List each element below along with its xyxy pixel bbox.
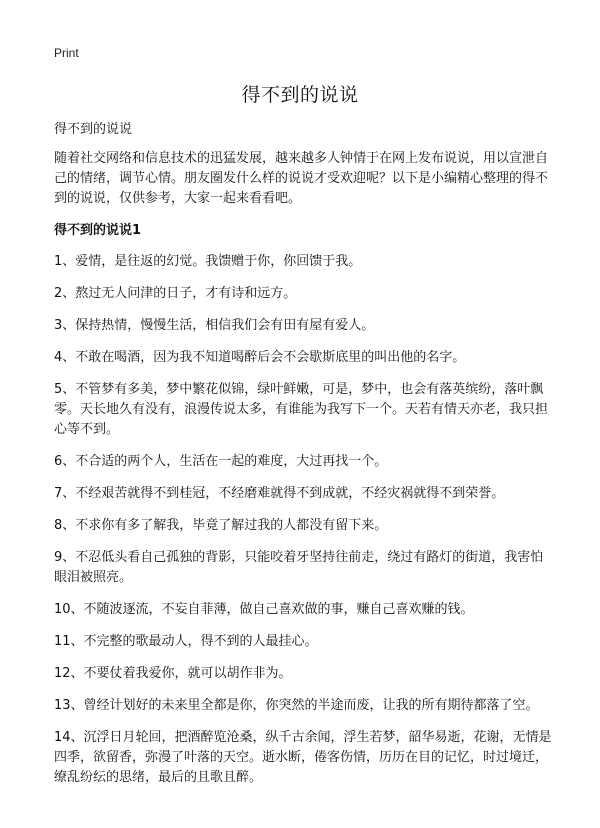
list-item: 1、爱情，是往返的幻觉。我馈赠于你，你回馈于我。 bbox=[54, 254, 362, 269]
page-title: 得不到的说说 bbox=[241, 84, 359, 106]
list-item: 11、不完整的歌最动人，得不到的人最挂心。 bbox=[54, 634, 318, 649]
list-item: 2、熬过无人问津的日子，才有诗和远方。 bbox=[54, 286, 297, 301]
list-item: 10、不随波逐流，不妄自菲薄，做自己喜欢做的事，赚自己喜欢赚的钱。 bbox=[54, 602, 474, 617]
list-item: 3、保持热情，慢慢生活，相信我们会有田有屋有爱人。 bbox=[54, 318, 375, 333]
list-item: 14、沉浮日月轮回，把酒醉览沧桑，纵千古余闻，浮生若梦，韶华易逝，花谢，无情是四季，欲留香，弥漫了叶落的天空。逝水断，倦客伤情，历历在目的记忆，时过境迁，缭乱纷纭的思绪，最后的且歌且醉。 bbox=[54, 730, 552, 785]
list-item: 5、不管梦有多美，梦中繁花似锦，绿叶鲜嫩，可是，梦中，也会有落英缤纷，落叶飘零。天长地久有没有，浪漫传说太多，有谁能为我写下一个。天若有情天亦老，我只担心等不到。 bbox=[54, 382, 549, 437]
article-subtitle: 得不到的说说 bbox=[54, 122, 133, 137]
list-item: 4、不敢在喝酒，因为我不知道喝醉后会不会歇斯底里的叫出他的名字。 bbox=[54, 350, 466, 365]
intro-paragraph: 随着社交网络和信息技术的迅猛发展，越来越多人钟情于在网上发布说说，用以宣泄自己的情绪，调节心情。朋友圈发什么样的说说才受欢迎呢？以下是小编精心整理的得不到的说说，仅供参考，大家一起来看看吧。 bbox=[54, 151, 549, 206]
list-item: 9、不忍低头看自己孤独的背影，只能咬着牙坚持往前走，绕过有路灯的街道，我害怕眼泪被照亮。 bbox=[54, 550, 544, 585]
print-link[interactable]: Print bbox=[54, 46, 79, 60]
list-item: 13、曾经计划好的未来里全都是你，你突然的半途而废，让我的所有期待都落了空。 bbox=[54, 698, 539, 713]
list-item: 7、不经艰苦就得不到桂冠，不经磨难就得不到成就，不经灾祸就得不到荣誉。 bbox=[54, 486, 505, 501]
list-item: 12、不要仗着我爱你，就可以胡作非为。 bbox=[54, 666, 292, 681]
list-item: 6、不合适的两个人，生活在一起的难度，大过再找一个。 bbox=[54, 454, 388, 469]
section-heading: 得不到的说说1 bbox=[54, 223, 142, 238]
article-body bbox=[54, 120, 552, 800]
list-item: 8、不求你有多了解我，毕竟了解过我的人都没有留下来。 bbox=[54, 518, 388, 533]
